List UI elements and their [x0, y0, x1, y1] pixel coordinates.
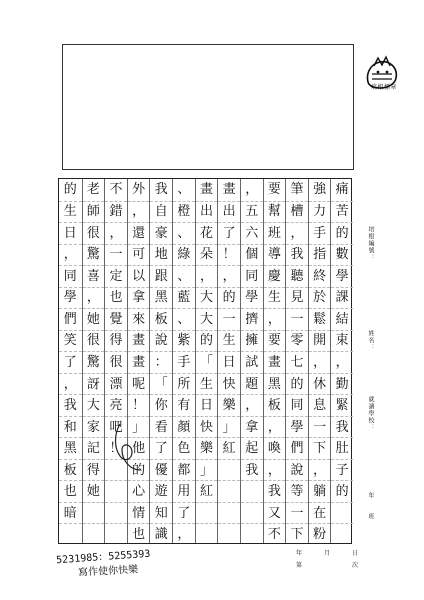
grid-cell: 黑 — [264, 373, 286, 395]
grid-cell: 們 — [59, 308, 82, 330]
grid-column — [172, 179, 195, 543]
grid-cell: 紅 — [218, 437, 240, 459]
grid-cell: 息 — [309, 394, 331, 416]
grid-cell: 課 — [331, 287, 353, 309]
grid-cell: 於 — [309, 287, 331, 309]
grid-cell: 定 — [105, 265, 127, 287]
grid-cell: 」 — [196, 459, 218, 481]
grid-cell — [331, 523, 353, 545]
grid-cell: 的 — [331, 480, 353, 502]
grid-cell: 子 — [331, 459, 353, 481]
grid-cell: 暗 — [59, 502, 82, 524]
grid-cell: 驚 — [83, 244, 105, 266]
grid-cell: 五 — [241, 201, 263, 223]
grid-cell: 很 — [83, 222, 105, 244]
grid-cell: ， — [264, 308, 286, 330]
grid-cell: 我 — [286, 244, 308, 266]
grid-cell — [83, 523, 105, 545]
footer-slogan: 寫作使你快樂 — [77, 564, 139, 579]
grid-cell: ， — [59, 373, 82, 395]
grid-cell: 強 — [313, 182, 327, 198]
grid-cell: 你 — [150, 394, 172, 416]
grid-cell: 黑 — [59, 437, 82, 459]
grid-cell: 自 — [150, 201, 172, 223]
grid-column — [263, 179, 286, 543]
grid-cell: 的 — [331, 222, 353, 244]
grid-cell — [196, 502, 218, 524]
grid-cell: 個 — [241, 244, 263, 266]
grid-cell: 擁 — [241, 330, 263, 352]
grid-cell: 緊 — [331, 394, 353, 416]
grid-cell — [105, 523, 127, 545]
grid-cell: 指 — [309, 244, 331, 266]
grid-cell — [218, 502, 240, 524]
grid-cell: 出 — [218, 201, 240, 223]
grid-cell: 題 — [241, 373, 263, 395]
grid-cell: 拿 — [128, 287, 150, 309]
grid-cell: 的 — [196, 330, 218, 352]
grid-cell: ， — [331, 351, 353, 373]
grid-cell: 生 — [59, 201, 82, 223]
name-label: 姓名： — [367, 330, 374, 351]
grid-column — [240, 179, 263, 543]
grid-cell: ， — [128, 201, 150, 223]
grid-cell: 我 — [264, 480, 286, 502]
session-suffix-label: 次 — [352, 562, 359, 569]
grid-cell: 學 — [241, 287, 263, 309]
grid-cell: 手 — [309, 222, 331, 244]
grid-cell: 同 — [241, 265, 263, 287]
grid-cell: 說 — [286, 459, 308, 481]
grid-cell: 終 — [309, 265, 331, 287]
grid-cell: 起 — [241, 437, 263, 459]
grid-cell: 開 — [309, 330, 331, 352]
grid-cell: 我 — [154, 182, 168, 198]
teacher-comment-box — [62, 44, 354, 170]
date-labels — [290, 548, 370, 568]
grid-cell: 情 — [128, 502, 150, 524]
grid-cell: 我 — [241, 459, 263, 481]
grid-cell: 所 — [173, 373, 195, 395]
grid-cell: 的 — [63, 182, 77, 198]
grid-cell: 的 — [218, 287, 240, 309]
grid-cell: 很 — [105, 351, 127, 373]
grid-cell: ， — [264, 459, 286, 481]
grid-cell: 畫 — [222, 182, 236, 198]
grid-cell: 等 — [286, 480, 308, 502]
grid-cell: 板 — [150, 308, 172, 330]
grid-cell: 用 — [173, 480, 195, 502]
grid-cell: 畫 — [128, 351, 150, 373]
grid-cell: ， — [286, 222, 308, 244]
grid-cell: 幫 — [264, 201, 286, 223]
grid-cell: 一 — [218, 308, 240, 330]
grid-cell: 束 — [331, 330, 353, 352]
grid-cell: 槽 — [286, 201, 308, 223]
grid-cell: 師 — [83, 201, 105, 223]
handwritten-scribble — [110, 420, 146, 474]
grid-cell: 鬆 — [309, 308, 331, 330]
grid-cell: 、 — [173, 222, 195, 244]
grid-cell: ， — [83, 287, 105, 309]
grid-cell: 不 — [109, 182, 123, 198]
grid-cell: 快 — [196, 416, 218, 438]
grid-cell: 色 — [173, 437, 195, 459]
grid-cell: 日 — [59, 222, 82, 244]
grid-cell: 遊 — [150, 480, 172, 502]
grid-cell: ： — [150, 351, 172, 373]
grid-cell: 有 — [173, 394, 195, 416]
grid-cell: 畫 — [128, 330, 150, 352]
date-year-label: 年 — [296, 550, 303, 557]
grid-cell: 樂 — [196, 437, 218, 459]
grid-column — [217, 179, 240, 543]
grid-cell — [241, 480, 263, 502]
grid-cell: 豪 — [150, 222, 172, 244]
grid-cell: 很 — [83, 330, 105, 352]
grid-cell: 驚 — [83, 351, 105, 373]
grid-cell: 粉 — [309, 523, 331, 545]
grid-cell: 」 — [218, 416, 240, 438]
grid-cell: 日 — [218, 351, 240, 373]
grid-column — [308, 179, 331, 543]
grid-cell: 來 — [128, 308, 150, 330]
grid-cell: 得 — [83, 459, 105, 481]
grid-cell: 識 — [150, 523, 172, 545]
grid-cell: 吧 — [105, 416, 127, 438]
grid-cell: 見 — [286, 287, 308, 309]
grid-cell: 心 — [128, 480, 150, 502]
grid-cell: 一 — [286, 502, 308, 524]
grid-cell: 黑 — [150, 287, 172, 309]
grid-cell: 外 — [132, 182, 146, 198]
grid-cell: 下 — [309, 437, 331, 459]
grid-cell: ， — [105, 222, 127, 244]
grid-cell: ！ — [105, 437, 127, 459]
grid-column — [285, 179, 308, 543]
grid-cell: ！ — [128, 394, 150, 416]
manuscript-grid — [58, 178, 352, 544]
grid-cell: 一 — [286, 308, 308, 330]
grid-cell: 都 — [173, 459, 195, 481]
grid-cell: 一 — [309, 416, 331, 438]
grid-column — [59, 179, 82, 543]
grid-cell: ， — [309, 351, 331, 373]
grid-cell — [105, 502, 127, 524]
grid-column — [195, 179, 218, 543]
grid-cell: 老 — [86, 182, 100, 198]
grid-cell: 了 — [59, 351, 82, 373]
grid-cell: 要 — [267, 182, 281, 198]
session-prefix-label: 第 — [296, 562, 303, 569]
grid-cell: 花 — [196, 222, 218, 244]
grid-cell: 樂 — [218, 394, 240, 416]
grid-cell: 大 — [83, 394, 105, 416]
grid-cell: 她 — [83, 480, 105, 502]
grid-cell: ， — [309, 459, 331, 481]
grid-cell: 還 — [128, 222, 150, 244]
grid-cell: ， — [218, 265, 240, 287]
grid-cell: 拿 — [241, 416, 263, 438]
grid-cell: 」 — [128, 416, 150, 438]
grid-cell: 一 — [105, 244, 127, 266]
grid-cell: 大 — [196, 287, 218, 309]
grid-cell: 了 — [218, 222, 240, 244]
grid-cell: 手 — [173, 351, 195, 373]
grid-cell: 七 — [286, 351, 308, 373]
grid-cell: 橙 — [173, 201, 195, 223]
grid-cell: 在 — [309, 502, 331, 524]
grid-cell: 們 — [286, 437, 308, 459]
grid-cell: 也 — [128, 523, 150, 545]
grid-cell: 導 — [264, 244, 286, 266]
grid-cell: 紫 — [173, 330, 195, 352]
grid-cell: 日 — [196, 394, 218, 416]
grid-cell: 藍 — [173, 287, 195, 309]
grid-cell: 笑 — [59, 330, 82, 352]
grid-column — [149, 179, 172, 543]
grid-column — [330, 179, 353, 543]
grid-cell: 覺 — [105, 308, 127, 330]
grid-cell: 生 — [218, 330, 240, 352]
grid-cell: 勤 — [331, 373, 353, 395]
grid-cell: 結 — [331, 308, 353, 330]
grid-cell: 、 — [177, 182, 191, 198]
grid-cell — [218, 459, 240, 481]
grid-cell: 綠 — [173, 244, 195, 266]
grid-cell: ， — [245, 182, 259, 198]
grid-cell: 我 — [59, 394, 82, 416]
number-label: 培根編號： — [367, 226, 374, 261]
grid-cell: 學 — [331, 265, 353, 287]
grid-cell — [241, 523, 263, 545]
grid-cell: 力 — [309, 201, 331, 223]
grid-cell: 試 — [241, 351, 263, 373]
grid-cell: 的 — [286, 373, 308, 395]
grid-cell: 要 — [264, 330, 286, 352]
grid-cell: ， — [173, 523, 195, 545]
grid-cell: 「 — [196, 351, 218, 373]
grid-cell: 不 — [264, 523, 286, 545]
grid-cell — [241, 502, 263, 524]
grid-cell: 喚 — [264, 437, 286, 459]
grid-cell: 同 — [286, 394, 308, 416]
grid-cell: 肚 — [331, 437, 353, 459]
grid-cell: 可 — [128, 244, 150, 266]
grid-cell — [331, 502, 353, 524]
grid-cell: 得 — [105, 330, 127, 352]
stamp-label: 培根標章 — [370, 84, 397, 91]
grid-cell: 擠 — [241, 308, 263, 330]
grid-cell: ， — [264, 416, 286, 438]
grid-cell: 板 — [59, 459, 82, 481]
grid-cell: 地 — [150, 244, 172, 266]
school-label: 就讀學校： — [367, 396, 374, 431]
grid-cell: 以 — [128, 265, 150, 287]
grid-cell — [105, 480, 127, 502]
grid-column — [104, 179, 127, 543]
grid-cell: 說 — [150, 330, 172, 352]
footer-codes: 5231985：5255393 — [55, 548, 151, 567]
grid-cell: 慶 — [264, 265, 286, 287]
grid-cell: ， — [241, 394, 263, 416]
grid-cell — [218, 523, 240, 545]
grid-cell: 又 — [264, 502, 286, 524]
grid-cell: 顏 — [173, 416, 195, 438]
grid-cell: 六 — [241, 222, 263, 244]
grid-cell: 亮 — [105, 394, 127, 416]
grid-cell: 零 — [286, 330, 308, 352]
grid-cell: 聽 — [286, 265, 308, 287]
grid-cell: 錯 — [105, 201, 127, 223]
grid-cell: 生 — [264, 287, 286, 309]
grid-cell: 紅 — [196, 480, 218, 502]
grid-cell: 、 — [173, 308, 195, 330]
grid-cell: 、 — [173, 265, 195, 287]
grid-cell: 看 — [150, 416, 172, 438]
grid-cell: 大 — [196, 308, 218, 330]
grid-cell: 筆 — [290, 182, 304, 198]
grid-cell: 「 — [150, 373, 172, 395]
grid-cell — [196, 523, 218, 545]
grid-cell: 也 — [59, 480, 82, 502]
grid-cell: 了 — [173, 502, 195, 524]
grid-cell: 學 — [286, 416, 308, 438]
grid-cell — [59, 523, 82, 545]
grid-cell: 漂 — [105, 373, 127, 395]
grid-cell: 出 — [196, 201, 218, 223]
grid-cell: 我 — [331, 416, 353, 438]
grid-column — [127, 179, 150, 543]
grid-cell: 下 — [286, 523, 308, 545]
grid-cell: 學 — [59, 287, 82, 309]
grid-cell: 家 — [83, 416, 105, 438]
grid-cell: 朵 — [196, 244, 218, 266]
grid-cell: 了 — [150, 437, 172, 459]
grid-cell: 訝 — [83, 373, 105, 395]
grid-cell: ！ — [218, 244, 240, 266]
grade-label: 年 班 — [367, 492, 374, 520]
grid-cell: 他 — [128, 437, 150, 459]
grid-cell: ， — [196, 265, 218, 287]
grid-cell: 板 — [264, 394, 286, 416]
grid-column — [82, 179, 105, 543]
grid-cell: 的 — [128, 459, 150, 481]
grid-cell: 喜 — [83, 265, 105, 287]
grid-cell: 躺 — [309, 480, 331, 502]
grid-cell: 也 — [105, 287, 127, 309]
grid-cell — [218, 480, 240, 502]
grid-cell: 班 — [264, 222, 286, 244]
date-month-label: 月 — [324, 550, 331, 557]
grid-cell: 畫 — [199, 182, 213, 198]
grid-cell: 呢 — [128, 373, 150, 395]
grid-cell: 快 — [218, 373, 240, 395]
date-day-label: 日 — [352, 550, 359, 557]
grid-cell: 知 — [150, 502, 172, 524]
grid-cell: ， — [59, 244, 82, 266]
grid-cell: 優 — [150, 459, 172, 481]
grid-cell: 休 — [309, 373, 331, 395]
grid-cell: 數 — [331, 244, 353, 266]
grid-cell: 痛 — [335, 182, 349, 198]
peigen-stamp-icon — [360, 44, 404, 100]
grid-cell: 畫 — [264, 351, 286, 373]
grid-cell: 生 — [196, 373, 218, 395]
grid-cell: 苦 — [331, 201, 353, 223]
grid-cell: 她 — [83, 308, 105, 330]
grid-cell: 同 — [59, 265, 82, 287]
grid-cell: 記 — [83, 437, 105, 459]
grid-cell: 和 — [59, 416, 82, 438]
grid-cell — [83, 502, 105, 524]
grid-cell: 跟 — [150, 265, 172, 287]
